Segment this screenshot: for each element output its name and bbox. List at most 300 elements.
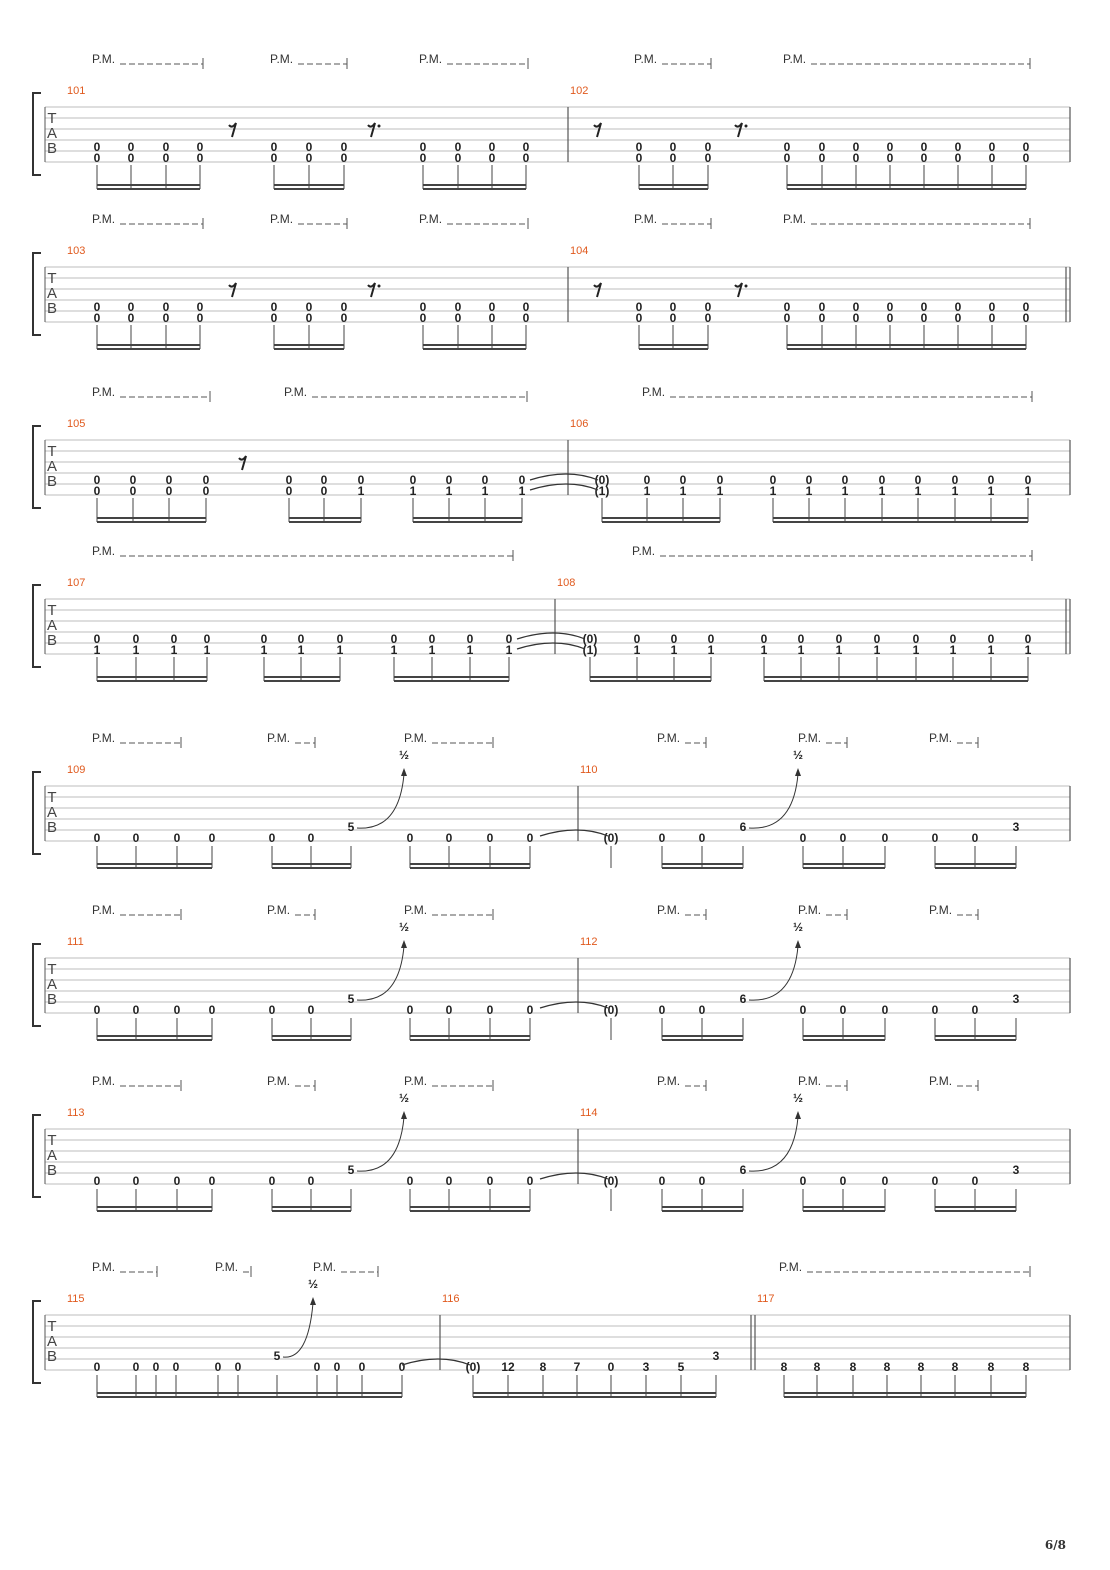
fret-number: 0 <box>971 1003 979 1017</box>
fret-number: 0 <box>920 140 928 154</box>
tab-clef-letter: B <box>46 819 58 836</box>
fret-number: 3 <box>712 1349 720 1363</box>
measure-number: 102 <box>570 85 589 97</box>
fret-number: 5 <box>347 1163 355 1177</box>
fret-number: 0 <box>285 484 293 498</box>
fret-number: 1 <box>797 643 805 657</box>
measure-number: 111 <box>67 936 84 948</box>
fret-number: 0 <box>162 151 170 165</box>
fret-number: 0 <box>704 300 712 314</box>
bend-label: ½ <box>398 1091 410 1105</box>
fret-number: 0 <box>805 473 813 487</box>
tab-clef-letter: T <box>47 789 57 806</box>
rest-dot <box>378 125 381 128</box>
bend-label: ½ <box>792 748 804 762</box>
fret-number: 0 <box>481 473 489 487</box>
fret-number: 1 <box>912 643 920 657</box>
fret-number: 0 <box>760 632 768 646</box>
tab-clef-letter: A <box>46 1147 58 1164</box>
fret-number: 0 <box>419 300 427 314</box>
rest-dot <box>745 285 748 288</box>
fret-number: 0 <box>914 473 922 487</box>
fret-number: 0 <box>268 1003 276 1017</box>
palm-mute-label: P.M. <box>632 544 656 558</box>
fret-number: 3 <box>1012 992 1020 1006</box>
tie <box>530 474 598 480</box>
fret-number: 0 <box>486 1174 494 1188</box>
fret-number: 0 <box>305 140 313 154</box>
fret-number: 0 <box>268 1174 276 1188</box>
fret-number: 0 <box>270 151 278 165</box>
palm-mute-label: P.M. <box>929 731 953 745</box>
fret-number: 0 <box>305 151 313 165</box>
fret-number: 0 <box>698 1174 706 1188</box>
tab-clef-letter: T <box>47 270 57 287</box>
fret-number: 0 <box>409 473 417 487</box>
fret-number: 0 <box>336 632 344 646</box>
fret-number: 0 <box>208 831 216 845</box>
fret-number: 0 <box>270 140 278 154</box>
fret-number: 0 <box>307 831 315 845</box>
fret-number: 0 <box>333 1360 341 1374</box>
fret-number: 0 <box>920 151 928 165</box>
fret-number: 0 <box>127 140 135 154</box>
fret-number: 0 <box>93 1360 101 1374</box>
fret-number: 0 <box>669 311 677 325</box>
fret-number: 0 <box>522 151 530 165</box>
fret-number: 0 <box>987 632 995 646</box>
fret-number: 1 <box>132 643 140 657</box>
fret-number: 0 <box>390 632 398 646</box>
tab-clef-letter: B <box>46 1348 58 1365</box>
fret-number: 0 <box>988 140 996 154</box>
fret-number: 0 <box>841 473 849 487</box>
fret-number: 0 <box>988 311 996 325</box>
fret-number: 0 <box>920 311 928 325</box>
fret-number: 1 <box>873 643 881 657</box>
fret-number: 0 <box>658 1174 666 1188</box>
fret-number: 0 <box>881 831 889 845</box>
fret-number: 1 <box>878 484 886 498</box>
eighth-rest <box>229 123 236 137</box>
fret-number: 1 <box>951 484 959 498</box>
fret-number: 0 <box>234 1360 242 1374</box>
fret-number: 0 <box>340 151 348 165</box>
palm-mute-label: P.M. <box>92 52 116 66</box>
palm-mute-label: P.M. <box>404 903 428 917</box>
fret-number: 0 <box>839 1003 847 1017</box>
fret-number: 1 <box>518 484 526 498</box>
fret-number: 0 <box>670 632 678 646</box>
fret-number: 0 <box>170 632 178 646</box>
palm-mute-label: P.M. <box>783 52 807 66</box>
fret-number: 0 <box>783 311 791 325</box>
tie <box>402 1359 470 1365</box>
palm-mute-label: P.M. <box>313 1260 337 1274</box>
fret-number: 0 <box>454 311 462 325</box>
palm-mute-label: P.M. <box>657 731 681 745</box>
rest-dot <box>745 125 748 128</box>
fret-number: 5 <box>347 992 355 1006</box>
fret-number: 0 <box>954 311 962 325</box>
fret-number: 6 <box>739 992 747 1006</box>
fret-number: 0 <box>633 632 641 646</box>
fret-number: 8 <box>813 1360 821 1374</box>
eighth-rest <box>594 283 601 297</box>
fret-number: 0 <box>419 311 427 325</box>
palm-mute-label: P.M. <box>404 1074 428 1088</box>
fret-number: 0 <box>270 300 278 314</box>
fret-number: 0 <box>445 831 453 845</box>
tab-clef-letter: T <box>47 110 57 127</box>
fret-number: 6 <box>739 820 747 834</box>
fret-number: 3 <box>1012 1163 1020 1177</box>
tab-clef-letter: A <box>46 617 58 634</box>
tab-clef-letter: B <box>46 300 58 317</box>
fret-number: 0 <box>886 300 894 314</box>
fret-number: 0 <box>93 311 101 325</box>
measure-number: 108 <box>557 577 576 589</box>
rest-dot <box>378 285 381 288</box>
palm-mute-label: P.M. <box>267 731 291 745</box>
fret-number: 0 <box>406 1003 414 1017</box>
fret-number: 0 <box>1022 151 1030 165</box>
eighth-rest <box>368 283 375 297</box>
fret-number: 1 <box>1024 484 1032 498</box>
fret-number: 8 <box>883 1360 891 1374</box>
fret-number: 8 <box>539 1360 547 1374</box>
fret-number: 1 <box>260 643 268 657</box>
fret-number: 0 <box>93 140 101 154</box>
tab-clef-letter: B <box>46 140 58 157</box>
fret-number: 0 <box>949 632 957 646</box>
tab-clef-letter: T <box>47 443 57 460</box>
fret-number: 0 <box>971 1174 979 1188</box>
fret-number: 0 <box>202 473 210 487</box>
fret-number: 1 <box>914 484 922 498</box>
fret-number: 0 <box>852 140 860 154</box>
fret-number: (0) <box>603 1003 619 1017</box>
measure-number: 107 <box>67 577 86 589</box>
eighth-rest <box>735 123 742 137</box>
fret-number: 0 <box>1022 140 1030 154</box>
fret-number: 0 <box>852 300 860 314</box>
palm-mute-label: P.M. <box>92 385 116 399</box>
fret-number: 0 <box>526 1174 534 1188</box>
fret-number: 0 <box>419 140 427 154</box>
eighth-rest <box>735 283 742 297</box>
bend-arrow <box>310 1297 316 1305</box>
tie <box>540 1002 608 1008</box>
fret-number: 8 <box>849 1360 857 1374</box>
system-brace <box>33 253 41 335</box>
fret-number: 0 <box>165 473 173 487</box>
fret-number: 1 <box>805 484 813 498</box>
fret-number: 0 <box>878 473 886 487</box>
fret-number: 0 <box>505 632 513 646</box>
bend-label: ½ <box>307 1277 319 1291</box>
fret-number: 3 <box>1012 820 1020 834</box>
tab-clef-letter: A <box>46 125 58 142</box>
fret-number: 0 <box>406 1174 414 1188</box>
fret-number: 0 <box>818 311 826 325</box>
palm-mute-label: P.M. <box>284 385 308 399</box>
fret-number: 0 <box>954 151 962 165</box>
tab-clef-letter: B <box>46 1162 58 1179</box>
fret-number: 0 <box>488 311 496 325</box>
fret-number: 0 <box>669 140 677 154</box>
fret-number: 1 <box>445 484 453 498</box>
bend-curve <box>749 774 798 828</box>
fret-number: 1 <box>428 643 436 657</box>
palm-mute-label: P.M. <box>634 212 658 226</box>
fret-number: 1 <box>716 484 724 498</box>
fret-number: 0 <box>398 1360 406 1374</box>
fret-number: 0 <box>522 300 530 314</box>
fret-number: 0 <box>93 484 101 498</box>
fret-number: 0 <box>769 473 777 487</box>
fret-number: 0 <box>93 1003 101 1017</box>
fret-number: 0 <box>196 300 204 314</box>
fret-number: (0) <box>603 1174 619 1188</box>
bend-arrow <box>795 768 801 776</box>
system-brace <box>33 93 41 175</box>
palm-mute-label: P.M. <box>92 212 116 226</box>
tab-clef-letter: B <box>46 991 58 1008</box>
fret-number: 0 <box>881 1174 889 1188</box>
fret-number: 0 <box>132 1360 140 1374</box>
fret-number: 1 <box>93 643 101 657</box>
measure-number: 106 <box>570 418 589 430</box>
fret-number: 0 <box>214 1360 222 1374</box>
fret-number: 1 <box>505 643 513 657</box>
bend-curve <box>357 946 404 1000</box>
fret-number: 0 <box>852 311 860 325</box>
eighth-rest <box>239 456 246 470</box>
fret-number: 1 <box>297 643 305 657</box>
fret-number: 12 <box>501 1360 515 1374</box>
fret-number: 0 <box>454 151 462 165</box>
fret-number: 0 <box>783 300 791 314</box>
bend-arrow <box>401 1111 407 1119</box>
fret-number: 5 <box>347 820 355 834</box>
fret-number: 1 <box>390 643 398 657</box>
fret-number: 0 <box>340 140 348 154</box>
fret-number: 0 <box>679 473 687 487</box>
fret-number: 0 <box>486 1003 494 1017</box>
tab-clef-letter: A <box>46 1333 58 1350</box>
palm-mute-label: P.M. <box>419 212 443 226</box>
tie <box>517 643 585 649</box>
system-brace <box>33 944 41 1026</box>
fret-number: 0 <box>129 473 137 487</box>
fret-number: 1 <box>670 643 678 657</box>
page-number: 6/8 <box>1044 1538 1066 1552</box>
fret-number: 0 <box>208 1174 216 1188</box>
fret-number: 1 <box>170 643 178 657</box>
fret-number: 0 <box>971 831 979 845</box>
fret-number: 0 <box>307 1174 315 1188</box>
fret-number: 0 <box>268 831 276 845</box>
fret-number: 0 <box>799 1174 807 1188</box>
fret-number: 1 <box>841 484 849 498</box>
fret-number: (1) <box>594 484 610 498</box>
fret-number: 0 <box>988 300 996 314</box>
fret-number: 0 <box>716 473 724 487</box>
bend-curve <box>283 1303 313 1357</box>
tie <box>540 830 608 836</box>
measure-number: 109 <box>67 764 86 776</box>
fret-number: 0 <box>93 831 101 845</box>
palm-mute-label: P.M. <box>657 903 681 917</box>
bend-arrow <box>795 1111 801 1119</box>
fret-number: 1 <box>466 643 474 657</box>
fret-number: 0 <box>466 632 474 646</box>
palm-mute-label: P.M. <box>419 52 443 66</box>
fret-number: 0 <box>127 300 135 314</box>
tie <box>540 1173 608 1179</box>
fret-number: 0 <box>1022 311 1030 325</box>
fret-number: 8 <box>780 1360 788 1374</box>
fret-number: 0 <box>305 311 313 325</box>
measure-number: 117 <box>757 1293 775 1305</box>
fret-number: 1 <box>633 643 641 657</box>
tab-clef-letter: T <box>47 1132 57 1149</box>
palm-mute-label: P.M. <box>929 903 953 917</box>
fret-number: 0 <box>931 831 939 845</box>
palm-mute-label: P.M. <box>270 212 294 226</box>
fret-number: 0 <box>320 473 328 487</box>
fret-number: 0 <box>260 632 268 646</box>
fret-number: 0 <box>635 311 643 325</box>
fret-number: 1 <box>357 484 365 498</box>
fret-number: 0 <box>172 1360 180 1374</box>
palm-mute-label: P.M. <box>798 903 822 917</box>
fret-number: 1 <box>336 643 344 657</box>
fret-number: 0 <box>987 473 995 487</box>
palm-mute-label: P.M. <box>404 731 428 745</box>
fret-number: 0 <box>931 1003 939 1017</box>
fret-number: 0 <box>818 151 826 165</box>
palm-mute-label: P.M. <box>642 385 666 399</box>
fret-number: 0 <box>607 1360 615 1374</box>
fret-number: 0 <box>818 300 826 314</box>
fret-number: 0 <box>445 473 453 487</box>
palm-mute-label: P.M. <box>92 731 116 745</box>
measure-number: 112 <box>580 936 598 948</box>
fret-number: 0 <box>93 473 101 487</box>
fret-number: 0 <box>93 1174 101 1188</box>
fret-number: 0 <box>886 140 894 154</box>
fret-number: 0 <box>912 632 920 646</box>
palm-mute-label: P.M. <box>783 212 807 226</box>
fret-number: 0 <box>951 473 959 487</box>
fret-number: 0 <box>445 1174 453 1188</box>
fret-number: 0 <box>658 1003 666 1017</box>
fret-number: 8 <box>951 1360 959 1374</box>
fret-number: 0 <box>358 1360 366 1374</box>
measure-number: 114 <box>580 1107 598 1119</box>
fret-number: 0 <box>954 140 962 154</box>
fret-number: 0 <box>635 300 643 314</box>
tab-clef-letter: T <box>47 961 57 978</box>
fret-number: 0 <box>852 151 860 165</box>
measure-number: 103 <box>67 245 86 257</box>
palm-mute-label: P.M. <box>92 1260 116 1274</box>
fret-number: 0 <box>698 831 706 845</box>
fret-number: 0 <box>428 632 436 646</box>
system-brace <box>33 1301 41 1383</box>
fret-number: 0 <box>203 632 211 646</box>
tie <box>517 633 585 639</box>
eighth-rest <box>368 123 375 137</box>
bend-arrow <box>401 768 407 776</box>
fret-number: 0 <box>173 1174 181 1188</box>
fret-number: 0 <box>340 300 348 314</box>
bend-curve <box>749 1117 798 1171</box>
system-brace <box>33 1115 41 1197</box>
fret-number: 0 <box>704 151 712 165</box>
fret-number: 0 <box>270 311 278 325</box>
fret-number: 1 <box>835 643 843 657</box>
tab-clef-letter: B <box>46 632 58 649</box>
tab-clef-letter: A <box>46 804 58 821</box>
fret-number: 0 <box>881 1003 889 1017</box>
eighth-rest <box>229 283 236 297</box>
fret-number: 0 <box>886 151 894 165</box>
fret-number: 0 <box>488 140 496 154</box>
fret-number: 0 <box>669 151 677 165</box>
bend-arrow <box>795 940 801 948</box>
fret-number: 7 <box>573 1360 581 1374</box>
fret-number: 0 <box>305 300 313 314</box>
bend-label: ½ <box>792 1091 804 1105</box>
fret-number: 0 <box>132 1003 140 1017</box>
fret-number: 0 <box>419 151 427 165</box>
fret-number: 0 <box>797 632 805 646</box>
fret-number: 0 <box>445 1003 453 1017</box>
system-brace <box>33 585 41 667</box>
fret-number: 0 <box>526 831 534 845</box>
tab-clef-letter: A <box>46 458 58 475</box>
fret-number: 0 <box>1024 632 1032 646</box>
fret-number: 0 <box>522 140 530 154</box>
bend-curve <box>357 1117 404 1171</box>
palm-mute-label: P.M. <box>634 52 658 66</box>
fret-number: 0 <box>285 473 293 487</box>
fret-number: 0 <box>522 311 530 325</box>
tab-clef-letter: B <box>46 473 58 490</box>
fret-number: 0 <box>799 831 807 845</box>
fret-number: (0) <box>603 831 619 845</box>
palm-mute-label: P.M. <box>779 1260 803 1274</box>
fret-number: (0) <box>594 473 610 487</box>
system-brace <box>33 426 41 508</box>
palm-mute-label: P.M. <box>657 1074 681 1088</box>
bend-label: ½ <box>398 748 410 762</box>
fret-number: 0 <box>488 151 496 165</box>
fret-number: 0 <box>127 151 135 165</box>
fret-number: 0 <box>132 831 140 845</box>
fret-number: 8 <box>1022 1360 1030 1374</box>
fret-number: 1 <box>1024 643 1032 657</box>
fret-number: 0 <box>1022 300 1030 314</box>
fret-number: 0 <box>93 632 101 646</box>
palm-mute-label: P.M. <box>798 1074 822 1088</box>
fret-number: 1 <box>760 643 768 657</box>
measure-number: 104 <box>570 245 589 257</box>
fret-number: 0 <box>340 311 348 325</box>
